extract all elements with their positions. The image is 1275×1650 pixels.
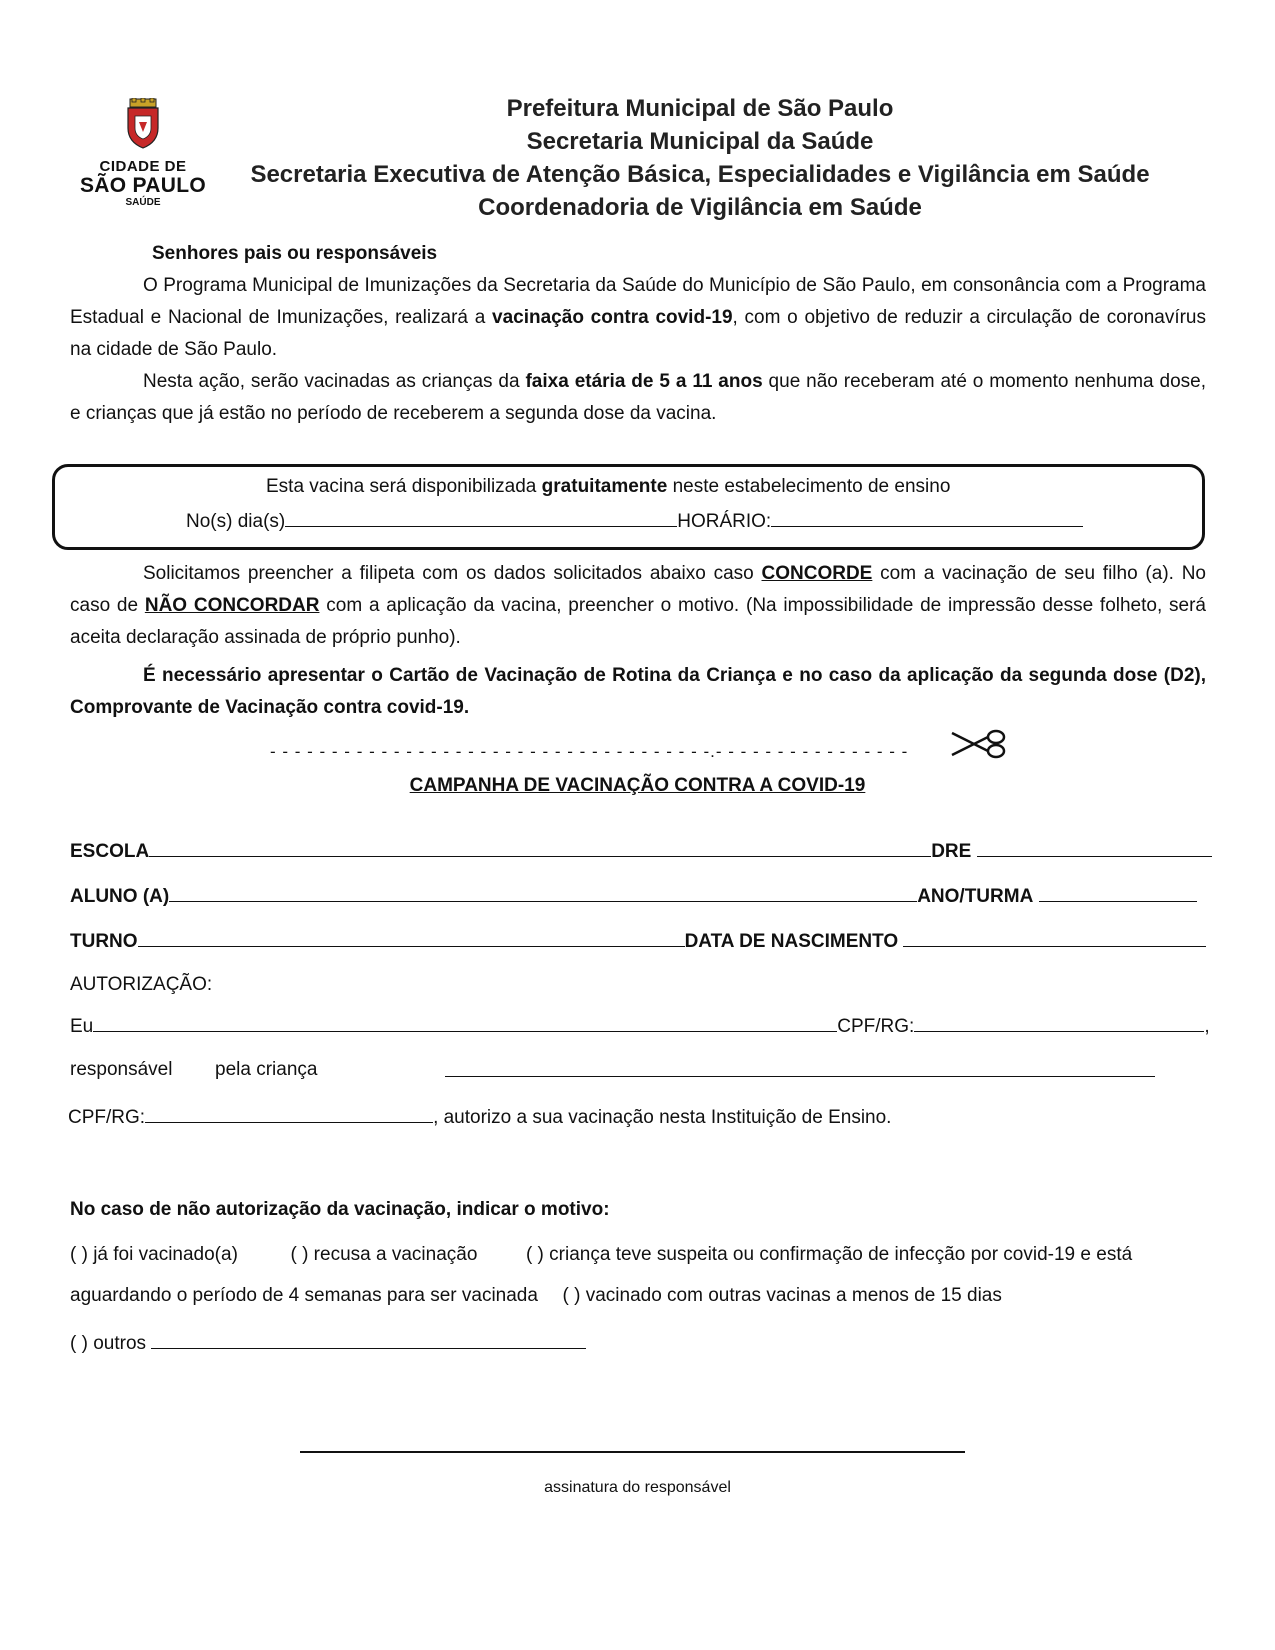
availability-text bbox=[266, 472, 950, 502]
turno-row bbox=[70, 926, 1206, 955]
concorde-text: CONCORDE bbox=[761, 563, 873, 584]
day-label: No(s) dia(s) bbox=[186, 511, 286, 532]
data-nascimento-label: DATA DE NASCIMENTO bbox=[684, 931, 899, 952]
option-suspected-covid[interactable]: ( ) criança teve suspeita ou confirmação de infecção por covid-19 e está bbox=[525, 1244, 1133, 1265]
refusal-title: No caso de não autorização da vacinação, indicar o motivo: bbox=[70, 1199, 610, 1220]
signature-line[interactable] bbox=[300, 1451, 965, 1453]
data-nascimento-input-line[interactable] bbox=[903, 926, 1206, 947]
refusal-options-row-2 bbox=[70, 1283, 1002, 1309]
availability-text-a: Esta vacina será disponibilizada bbox=[266, 476, 542, 497]
intro-p2-bold: faixa etária de 5 a 11 anos bbox=[525, 371, 763, 392]
request-p1-text-a: Solicitamos preencher a filipeta com os dados solicitados abaixo caso bbox=[143, 563, 762, 584]
cpf-rg-row bbox=[68, 1102, 891, 1131]
refusal-options-row-1 bbox=[70, 1242, 1132, 1268]
request-p1-text-c: com a vacinação de seu filho (a). No caso de bbox=[70, 563, 1206, 616]
header-line-3: Secretaria Executiva de Atenção Básica, Especialidades e Vigilância em Saúde bbox=[250, 161, 1150, 188]
request-p1-text-e: com a aplicação da vacina, preencher o motivo. (Na impossibilidade de impressão desse folheto, será aceita declaração assinada de próprio punho). bbox=[70, 595, 1206, 648]
option-other-vaccines[interactable]: ( ) vacinado com outras vacinas a menos de 15 dias bbox=[562, 1285, 1002, 1306]
aluno-input-line[interactable] bbox=[169, 881, 917, 902]
header-line-4: Coordenadoria de Vigilância em Saúde bbox=[478, 194, 922, 221]
scissors-icon bbox=[950, 727, 1008, 761]
header-line-2: Secretaria Municipal da Saúde bbox=[526, 128, 874, 155]
escola-input-line[interactable] bbox=[149, 836, 931, 857]
turno-input-line[interactable] bbox=[138, 926, 685, 947]
city-logo bbox=[78, 98, 208, 218]
salutation: Senhores pais ou responsáveis bbox=[152, 243, 438, 264]
intro-p1-bold: vacinação contra covid-19 bbox=[492, 307, 733, 328]
header-line-1: Prefeitura Municipal de São Paulo bbox=[506, 95, 894, 122]
logo-text-line3: SAÚDE bbox=[125, 197, 161, 208]
ano-turma-input-line[interactable] bbox=[1039, 881, 1197, 902]
option-others[interactable]: ( ) outros bbox=[70, 1333, 147, 1354]
day-time-row bbox=[186, 506, 1083, 535]
cpf-rg-input-line[interactable] bbox=[914, 1011, 1204, 1032]
request-paragraph-1 bbox=[70, 558, 1206, 654]
escola-label: ESCOLA bbox=[70, 841, 150, 862]
option-already-vaccinated[interactable]: ( ) já foi vacinado(a) bbox=[70, 1244, 238, 1265]
cpf-rg-label-2: CPF/RG: bbox=[68, 1107, 146, 1128]
cpf-rg-label: CPF/RG: bbox=[837, 1016, 915, 1037]
turno-label: TURNO bbox=[70, 931, 138, 952]
eu-row-comma: , bbox=[1204, 1016, 1210, 1037]
others-input-line[interactable] bbox=[151, 1328, 586, 1349]
time-input-line[interactable] bbox=[771, 506, 1083, 527]
logo-text-line1: CIDADE DE bbox=[99, 158, 187, 175]
autorizo-text: , autorizo a sua vacinação nesta Instituição de Ensino. bbox=[433, 1107, 892, 1128]
child-name-input-line[interactable] bbox=[445, 1076, 1155, 1077]
responsavel-label: responsável bbox=[70, 1059, 173, 1080]
autorizacao-label: AUTORIZAÇÃO: bbox=[70, 974, 213, 995]
aluno-label: ALUNO (A) bbox=[70, 886, 170, 907]
pela-crianca-label: pela criança bbox=[215, 1059, 318, 1080]
form-title: CAMPANHA DE VACINAÇÃO CONTRA A COVID-19 bbox=[409, 775, 866, 796]
dre-input-line[interactable] bbox=[977, 836, 1212, 857]
day-input-line[interactable] bbox=[285, 506, 677, 527]
responsavel-row bbox=[70, 1057, 317, 1083]
aluno-row bbox=[70, 881, 1197, 910]
coat-of-arms-icon bbox=[124, 98, 162, 150]
escola-row bbox=[70, 836, 1212, 865]
refusal-options-row-3 bbox=[70, 1328, 586, 1357]
intro-p2-text-end: que não receberam até o momento nenhuma dose, e crianças que já estão no período de receberem a segunda dose da vacina. bbox=[70, 371, 1206, 424]
time-label: HORÁRIO: bbox=[677, 511, 772, 532]
availability-bold: gratuitamente bbox=[541, 476, 668, 497]
signature-label: assinatura do responsável bbox=[544, 1479, 731, 1496]
document-header bbox=[225, 92, 1175, 224]
intro-p1-text-end: , com o objetivo de reduzir a circulação de coronavírus na cidade de São Paulo. bbox=[70, 307, 1207, 360]
request-paragraph-2: É necessário apresentar o Cartão de Vacinação de Rotina da Criança e no caso da aplicação da segunda dose (D2), Comprovante de Vacinação contra covid-19. bbox=[70, 665, 1206, 718]
intro-paragraph-2 bbox=[70, 366, 1206, 430]
intro-paragraph-1 bbox=[70, 270, 1206, 366]
logo-text-line2: SÃO PAULO bbox=[80, 174, 206, 197]
eu-row bbox=[70, 1011, 1210, 1040]
option-refuses[interactable]: ( ) recusa a vacinação bbox=[290, 1244, 478, 1265]
eu-label: Eu bbox=[70, 1016, 94, 1037]
cpf-rg-input-line-2[interactable] bbox=[145, 1102, 433, 1123]
cut-line: - - - - - - - - - - - - - - - - - - - - - - - - - - - - - - - - - - - -.- - - - - - - - - - - - - - - - bbox=[270, 742, 909, 761]
intro-p2-text: Nesta ação, serão vacinadas as crianças da bbox=[143, 371, 526, 392]
ano-turma-label: ANO/TURMA bbox=[917, 886, 1034, 907]
nao-concordar-text: NÃO CONCORDAR bbox=[144, 595, 320, 616]
eu-input-line[interactable] bbox=[93, 1011, 837, 1032]
intro-p1-text: O Programa Municipal de Imunizações da Secretaria da Saúde do Município de São Paulo, em consonância com a Programa Estadual e Nacional de Imunizações, realizará a bbox=[70, 275, 1206, 328]
dre-label: DRE bbox=[931, 841, 972, 862]
availability-text-c: neste estabelecimento de ensino bbox=[667, 476, 951, 497]
option-suspected-covid-cont: aguardando o período de 4 semanas para ser vacinada bbox=[70, 1285, 538, 1306]
